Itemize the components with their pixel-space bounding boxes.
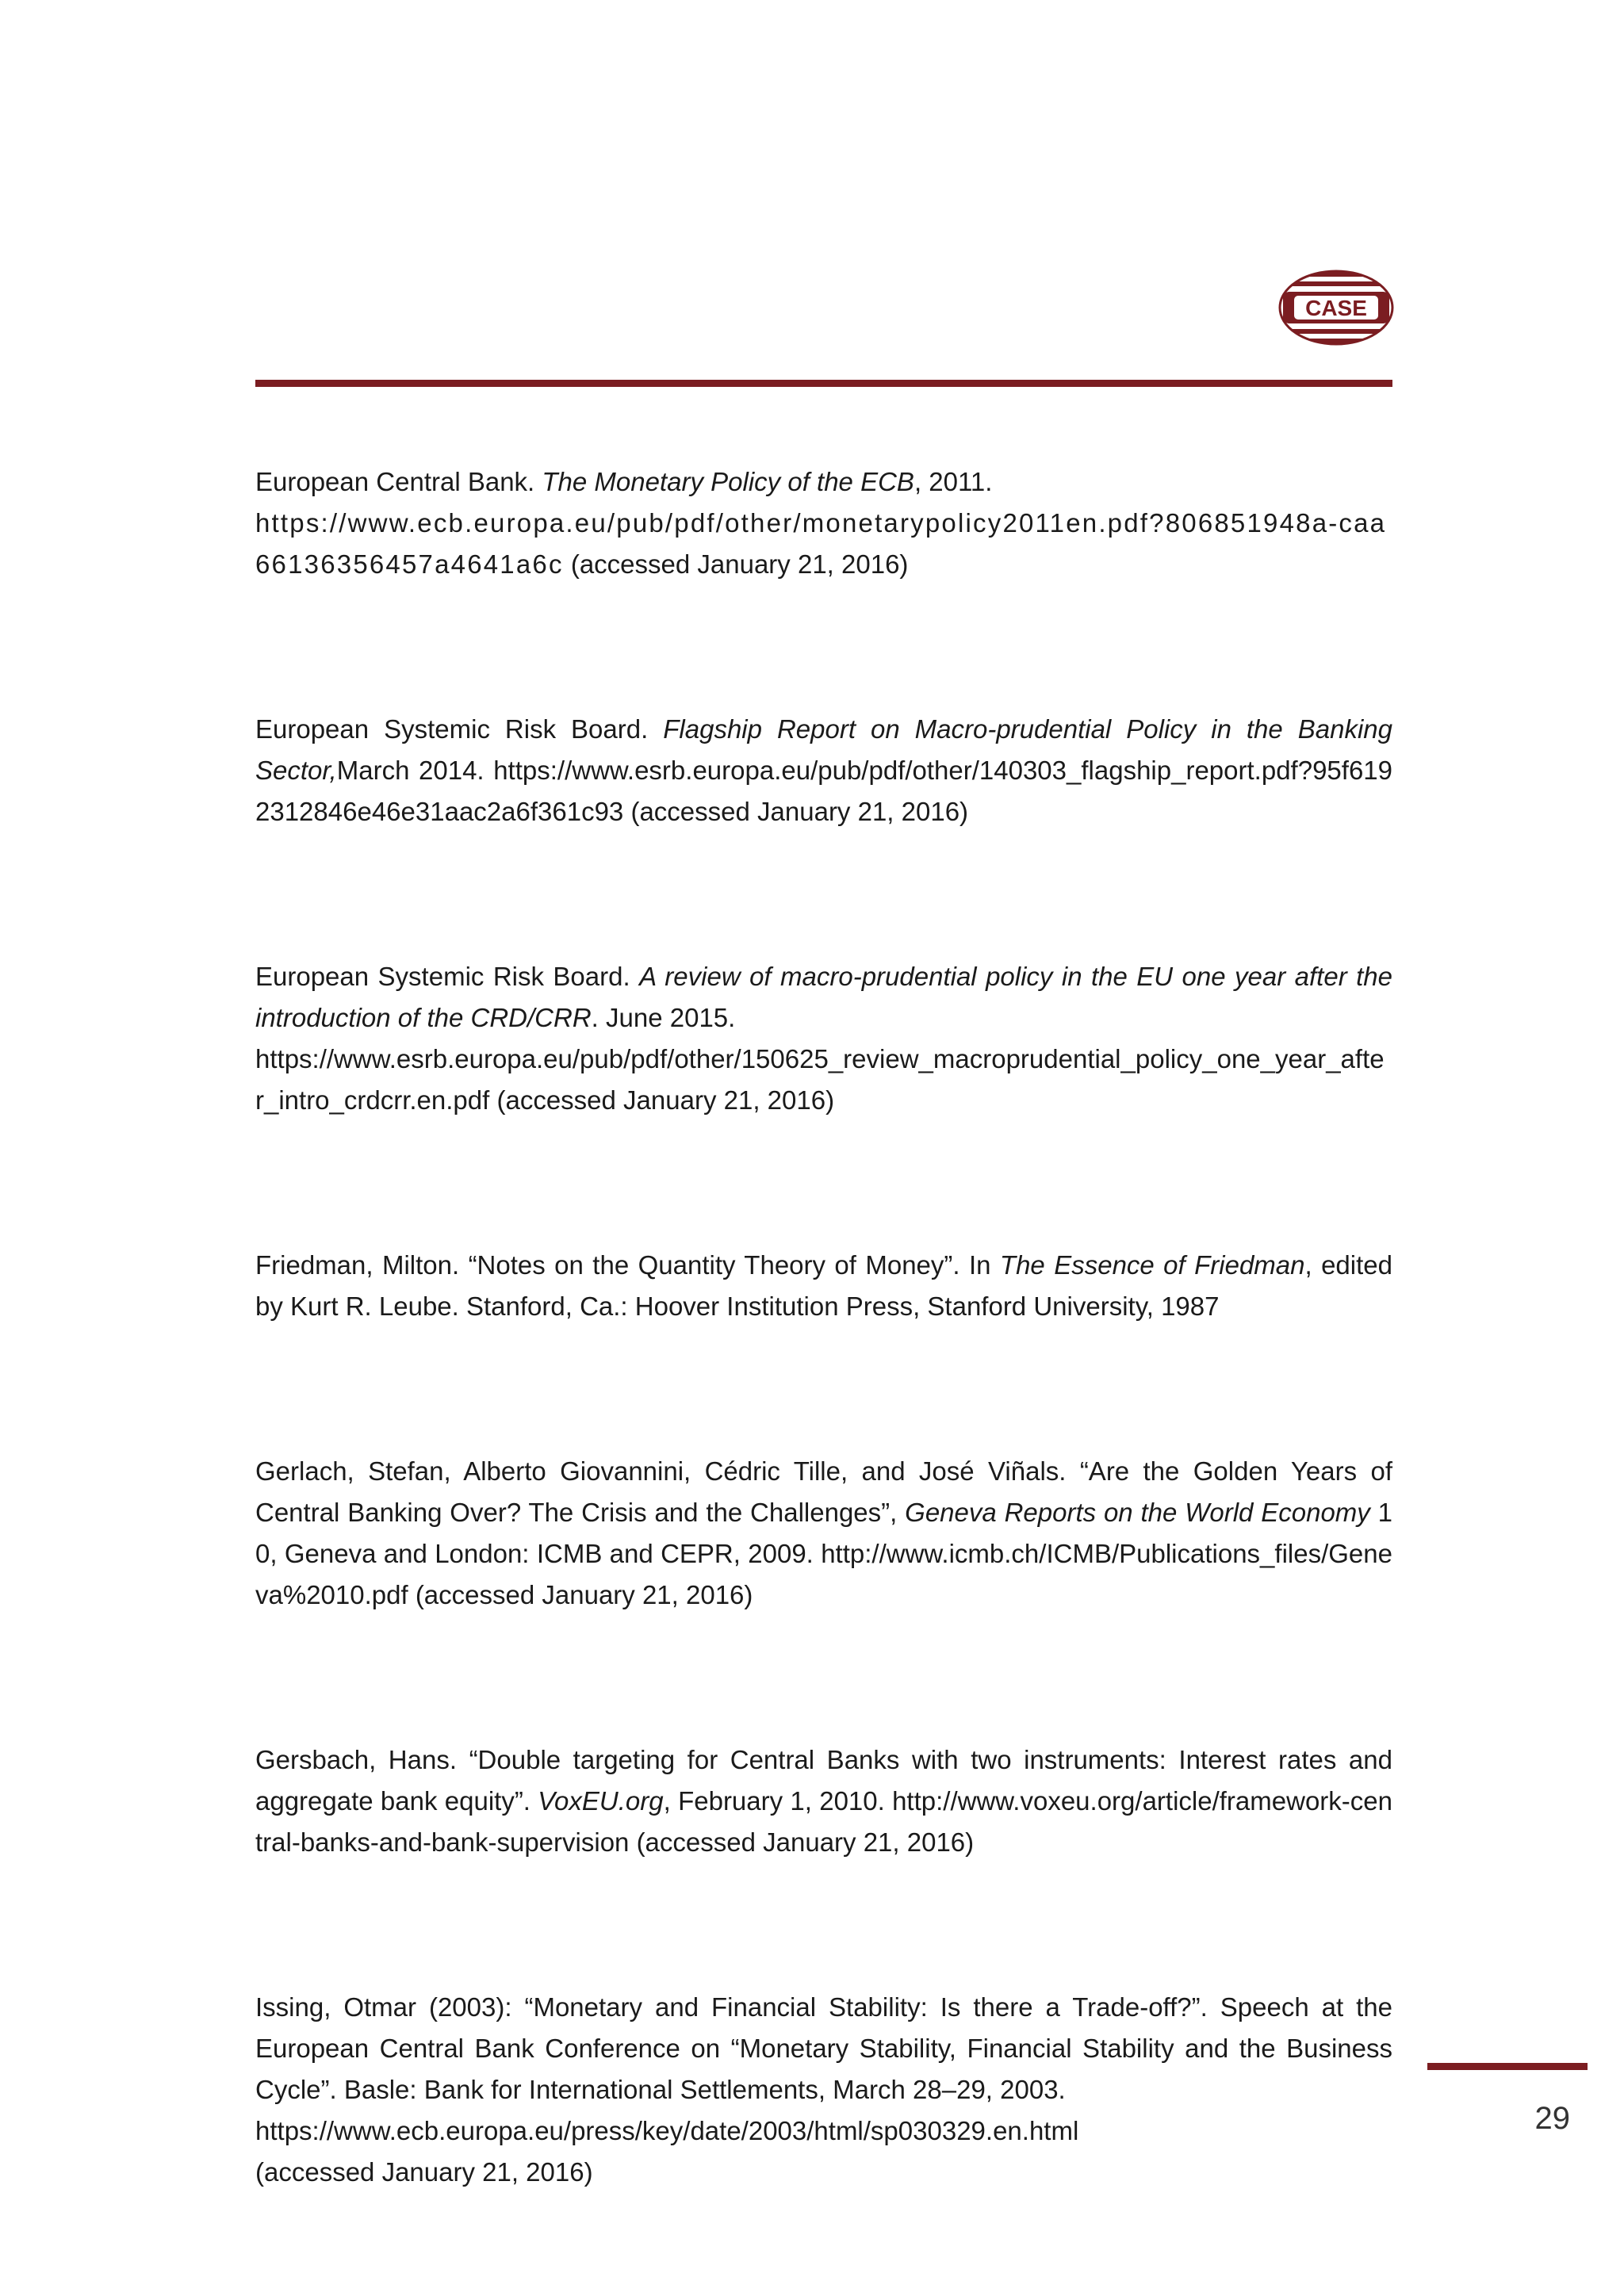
reference-item [255,1987,1392,2193]
reference-author-and-article: Gersbach, Hans. “Double targeting for Central Banks with two instruments: Interest rates and aggregate bank equity”. [255,1745,1392,1816]
reference-access-note: (accessed January 21, 2016) [623,797,969,826]
reference-author-and-article: Friedman, Milton. “Notes on the Quantity Theory of Money”. In [255,1250,1000,1280]
reference-details: . June 2015. [591,1003,736,1032]
reference-title: VoxEU.org [538,1786,664,1816]
reference-item [255,1739,1392,1863]
reference-author: European Systemic Risk Board. [255,714,664,744]
reference-details: 10, Geneva and London: ICMB and CEPR, 2009. http://www.icmb.ch/ICMB/Publications_files/Geneva%2010.pdf (accessed January 21, 2016) [255,1498,1392,1609]
reference-url[interactable]: https://www.ecb.europa.eu/press/key/date/2003/html/sp030329.en.html [255,2116,1079,2145]
reference-item [255,709,1392,832]
reference-title: Flagship Report on Macro-prudential Policy in the Banking Sector, [255,714,1392,785]
reference-author-and-article: Gerlach, Stefan, Alberto Giovannini, Cédric Tille, and José Viñals. “Are the Golden Years of Central Banking Over? The Crisis and the Challenges”, [255,1456,1392,1527]
reference-title: The Essence of Friedman [999,1250,1305,1280]
reference-details: , 2011. [914,467,993,496]
reference-text: Issing, Otmar (2003): “Monetary and Financial Stability: Is there a Trade-off?”. Speech at the European Central Bank Conference on “Monetary Stability, Financial Stability and the Business Cycle”. Basle: Bank for International Settlements, March 28–29, 2003. [255,1992,1392,2104]
reference-item [255,1451,1392,1616]
reference-url[interactable]: https://www.ecb.europa.eu/pub/pdf/other/monetarypolicy2011en.pdf?806851948a-caa66136356457a4641a6c [255,508,1387,579]
reference-item [255,461,1392,585]
reference-access-note: (accessed January 21, 2016) [563,549,909,579]
header-rule [255,380,1392,387]
reference-author: European Systemic Risk Board. [255,962,640,991]
reference-details: , February 1, 2010. http://www.voxeu.org/article/framework-central-banks-and-bank-supervision (accessed January 21, 2016) [255,1786,1392,1857]
reference-author: European Central Bank. [255,467,542,496]
logo-text: CASE [1305,296,1367,320]
reference-url[interactable]: https://www.esrb.europa.eu/pub/pdf/other/150625_review_macroprudential_policy_one_year_after_intro_crdcrr.en.pdf [255,1044,1385,1115]
case-logo [1278,270,1394,346]
reference-item [255,956,1392,1121]
reference-access-note: (accessed January 21, 2016) [255,2157,593,2187]
reference-item [255,1245,1392,1327]
reference-title: The Monetary Policy of the ECB [542,467,914,496]
reference-title: Geneva Reports on the World Economy [905,1498,1370,1527]
reference-title: A review of macro-prudential policy in the EU one year after the introduction of the CRD/CRR [255,962,1392,1032]
reference-details: March 2014. [336,756,494,785]
reference-url[interactable]: https://www.esrb.europa.eu/pub/pdf/other/140303_flagship_report.pdf?95f6192312846e46e31aac2a6f361c93 [255,756,1392,826]
reference-list [255,461,1392,2193]
page-number: 29 [1534,2101,1570,2136]
reference-access-note: (accessed January 21, 2016) [489,1085,835,1115]
reference-details: , edited by Kurt R. Leube. Stanford, Ca.: Hoover Institution Press, Stanford University, 1987 [255,1250,1392,1321]
footer-rule [1427,2063,1588,2070]
